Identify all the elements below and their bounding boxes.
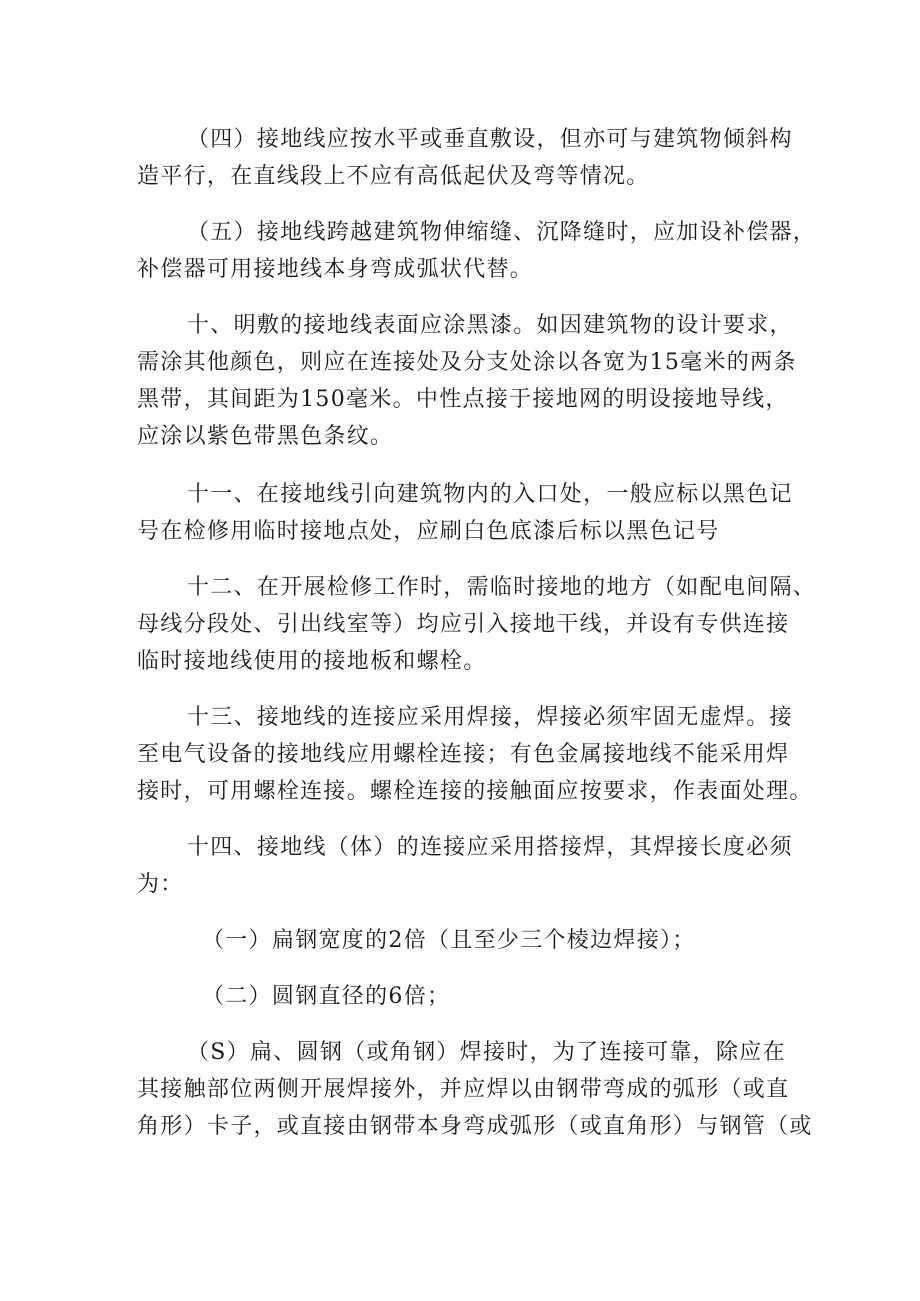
paragraph-line: 十、明敷的接地线表面应涂黑漆。如因建筑物的设计要求， bbox=[187, 313, 793, 338]
paragraph-line: 十三、接地线的连接应采用焊接，焊接必须牢固无虚焊。接 bbox=[187, 705, 793, 730]
paragraph-line: 为： bbox=[137, 872, 184, 897]
paragraph-line: 母线分段处、引出线室等）均应引入接地干线，并设有专供连接 bbox=[137, 612, 790, 637]
paragraph-line: 临时接地线使用的接地板和螺栓。 bbox=[137, 649, 487, 674]
paragraph-line: 号在检修用临时接地点处，应刷白色底漆后标以黑色记号 bbox=[137, 519, 720, 544]
paragraph-section-14 bbox=[137, 829, 797, 903]
paragraph-welding-clamp bbox=[137, 1034, 813, 1145]
paragraph-line: 接时，可用螺栓连接。螺栓连接的接触面应按要求，作表面处理。 bbox=[137, 779, 813, 804]
paragraph-line: 黑带，其间距为150毫米。中性点接于接地网的明设接地导线， bbox=[137, 387, 789, 412]
paragraph-section-11 bbox=[137, 476, 797, 550]
paragraph-line: （五）接地线跨越建筑物伸缩缝、沉降缝时，应加设补偿器， bbox=[187, 220, 817, 245]
paragraph-line: （S）扁、圆钢（或角钢）焊接时，为了连接可靠，除应在 bbox=[187, 1040, 786, 1065]
paragraph-section-12 bbox=[137, 569, 817, 680]
paragraph-line: 应涂以紫色带黑色条纹。 bbox=[137, 424, 394, 449]
paragraph-section-10 bbox=[137, 307, 797, 455]
paragraph-line: （二）圆钢直径的6倍； bbox=[202, 984, 451, 1009]
paragraph-section-13 bbox=[137, 699, 813, 810]
paragraph-grounding-layout bbox=[137, 121, 797, 195]
paragraph-line: 其接触部位两侧开展焊接外，并应焊以由钢带弯成的弧形（或直 bbox=[137, 1077, 790, 1102]
paragraph-line: 角形）卡子，或直接由钢带本身弯成弧形（或直角形）与钢管（或 bbox=[137, 1114, 813, 1139]
paragraph-line: 至电气设备的接地线应用螺栓连接；有色金属接地线不能采用焊 bbox=[137, 742, 790, 767]
paragraph-line: 造平行，在直线段上不应有高低起伏及弯等情况。 bbox=[137, 164, 650, 189]
paragraph-line: 需涂其他颜色，则应在连接处及分支处涂以各宽为15毫米的两条 bbox=[137, 350, 797, 375]
paragraph-line: （四）接地线应按水平或垂直敷设，但亦可与建筑物倾斜构 bbox=[187, 127, 793, 152]
paragraph-line: 十四、接地线（体）的连接应采用搭接焊，其焊接长度必须 bbox=[187, 835, 793, 860]
paragraph-round-steel bbox=[137, 978, 797, 1015]
paragraph-compensator bbox=[137, 214, 817, 288]
paragraph-line: （一）扁钢宽度的2倍（且至少三个棱边焊接）； bbox=[202, 928, 696, 953]
paragraph-line: 补偿器可用接地线本身弯成弧状代替。 bbox=[137, 257, 534, 282]
paragraph-line: 十一、在接地线引向建筑物内的入口处，一般应标以黑色记 bbox=[187, 482, 793, 507]
paragraph-line: 十二、在开展检修工作时，需临时接地的地方（如配电间隔、 bbox=[187, 575, 817, 600]
paragraph-flat-steel bbox=[137, 922, 797, 959]
